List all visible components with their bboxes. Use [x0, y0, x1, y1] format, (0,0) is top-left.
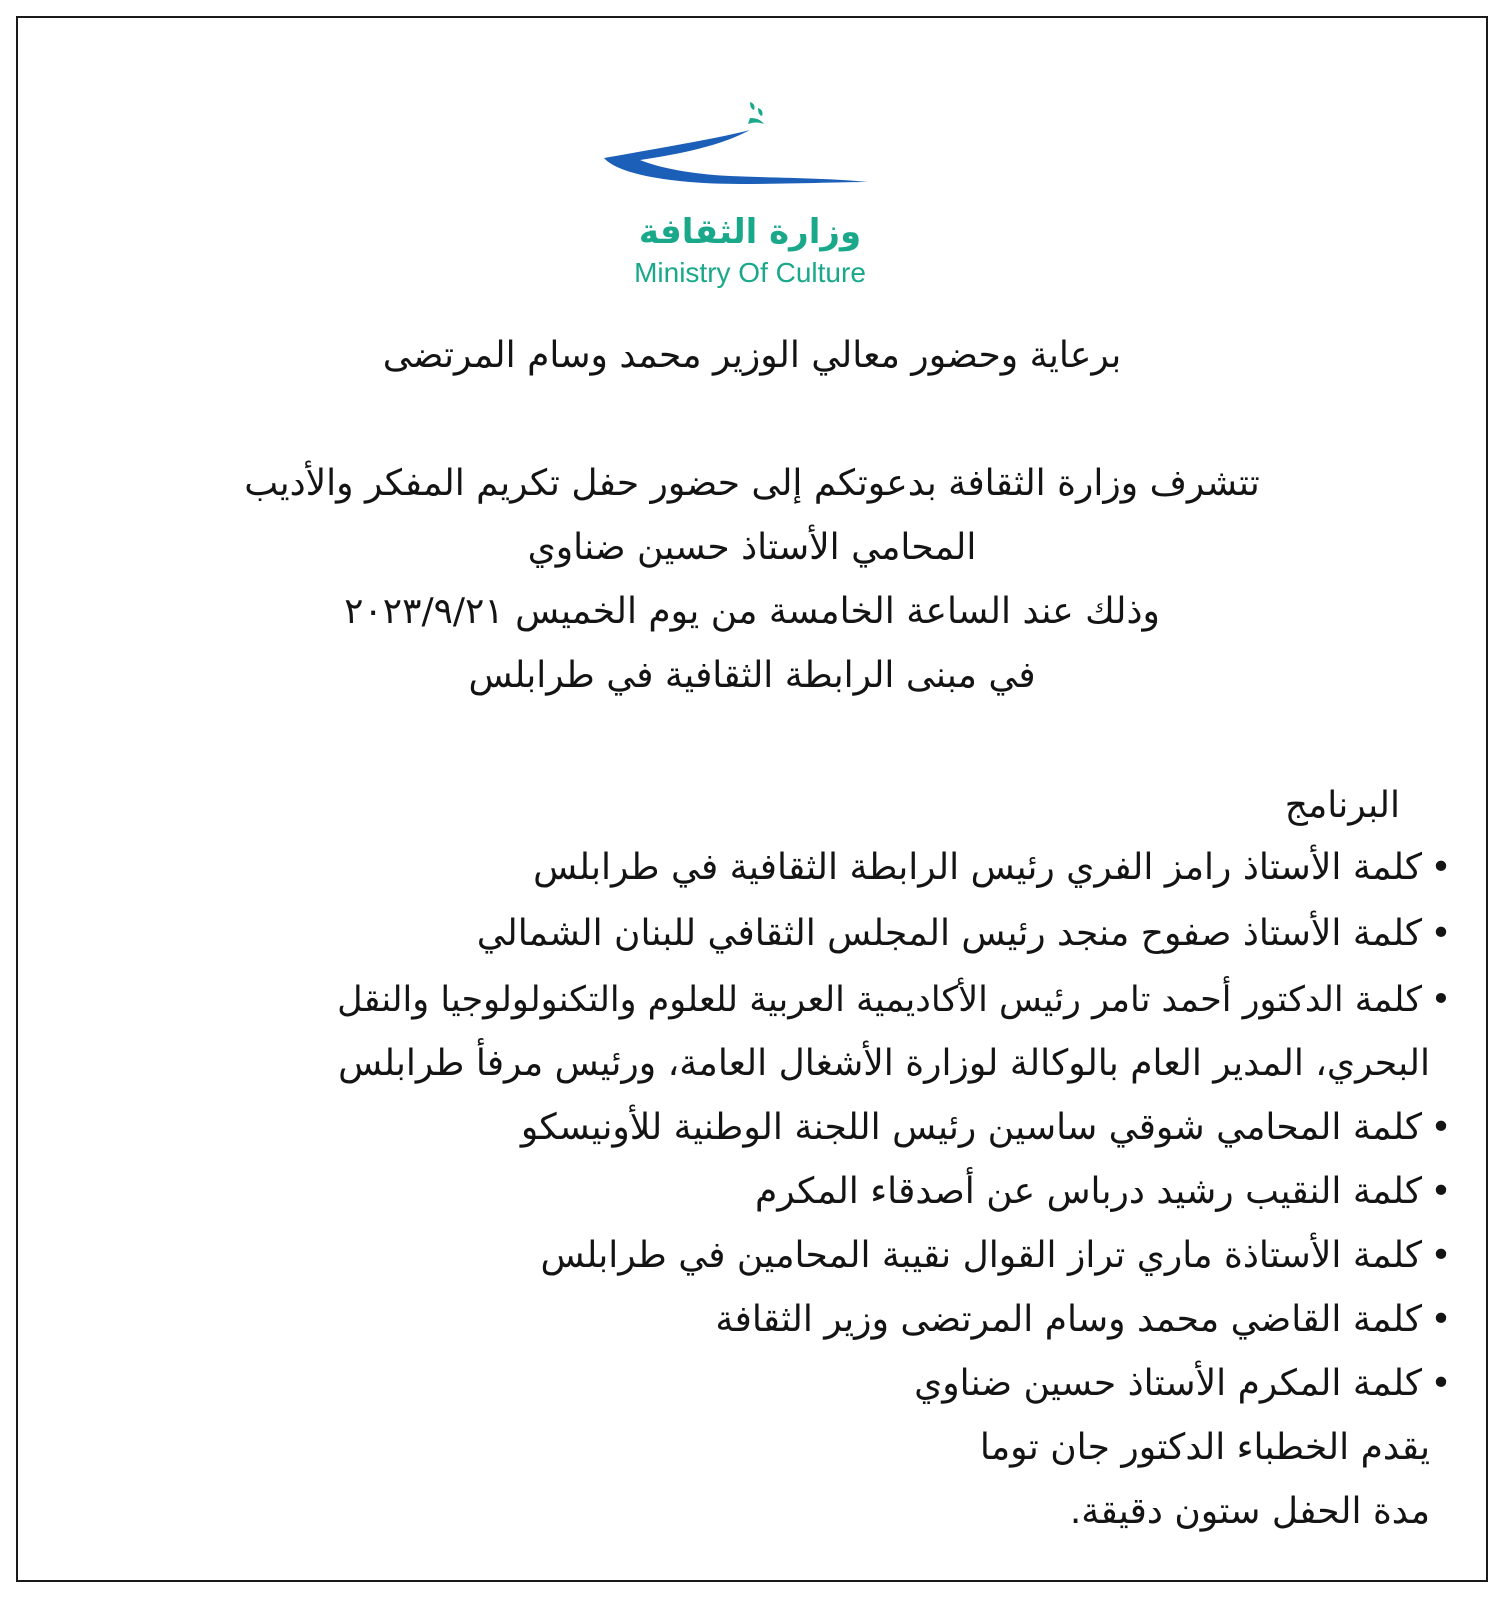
bullet-icon: •	[1430, 1107, 1452, 1148]
invitation-line-4: في مبنى الرابطة الثقافية في طرابلس	[468, 655, 1036, 696]
logo-english-text: Ministry Of Culture	[634, 257, 866, 288]
program-item	[40, 842, 1460, 894]
program-item	[40, 974, 1460, 1026]
program-item	[40, 1166, 1460, 1218]
ministry-logo	[600, 98, 900, 298]
program-item-text: كلمة النقيب رشيد درباس عن أصدقاء المكرم	[754, 1171, 1422, 1212]
bullet-icon: •	[1430, 1171, 1452, 1212]
bullet-icon: •	[1430, 847, 1452, 888]
program-item-continuation: البحري، المدير العام بالوكالة لوزارة الأشغال العامة، ورئيس مرفأ طرابلس	[338, 1043, 1430, 1084]
program-item-text: كلمة الدكتور أحمد تامر رئيس الأكاديمية العربية للعلوم والتكنولولوجيا والنقل	[337, 980, 1422, 1020]
program-item	[40, 1230, 1460, 1282]
logo-arabic-text: وزارة الثقافة	[638, 212, 862, 252]
program-item-text: كلمة المحامي شوقي ساسين رئيس اللجنة الوطنية للأونيسكو	[520, 1107, 1422, 1148]
invitation-line-1: تتشرف وزارة الثقافة بدعوتكم إلى حضور حفل تكريم المفكر والأديب	[244, 463, 1260, 504]
bullet-icon: •	[1430, 913, 1452, 954]
duration-line: مدة الحفل ستون دقيقة.	[1069, 1491, 1430, 1532]
ministry-logo-icon	[600, 98, 900, 218]
program-item-text: كلمة القاضي محمد وسام المرتضى وزير الثقافة	[715, 1299, 1422, 1340]
program-item	[40, 1358, 1460, 1410]
bullet-icon: •	[1430, 980, 1452, 1020]
program-item-text: كلمة الأستاذ صفوح منجد رئيس المجلس الثقافي للبنان الشمالي	[476, 913, 1422, 954]
patronage-line: برعاية وحضور معالي الوزير محمد وسام المرتضى	[382, 335, 1122, 376]
bullet-icon: •	[1430, 1235, 1452, 1276]
presenter-line: يقدم الخطباء الدكتور جان توما	[979, 1427, 1430, 1468]
program-item-text: كلمة الأستاذة ماري تراز القوال نقيبة المحامين في طرابلس	[540, 1235, 1422, 1276]
program-item	[40, 1102, 1460, 1154]
program-title: البرنامج	[1284, 785, 1400, 826]
invitation-line-3: وذلك عند الساعة الخامسة من يوم الخميس ٢٠٢٣/٩/٢١	[344, 591, 1160, 632]
bullet-icon: •	[1430, 1363, 1452, 1404]
bullet-icon: •	[1430, 1299, 1452, 1340]
program-item-text: كلمة الأستاذ رامز الفري رئيس الرابطة الثقافية في طرابلس	[533, 847, 1422, 888]
program-item-text: كلمة المكرم الأستاذ حسين ضناوي	[914, 1363, 1422, 1404]
program-item	[40, 908, 1460, 960]
invitation-line-2: المحامي الأستاذ حسين ضناوي	[527, 527, 977, 568]
program-item	[40, 1294, 1460, 1346]
